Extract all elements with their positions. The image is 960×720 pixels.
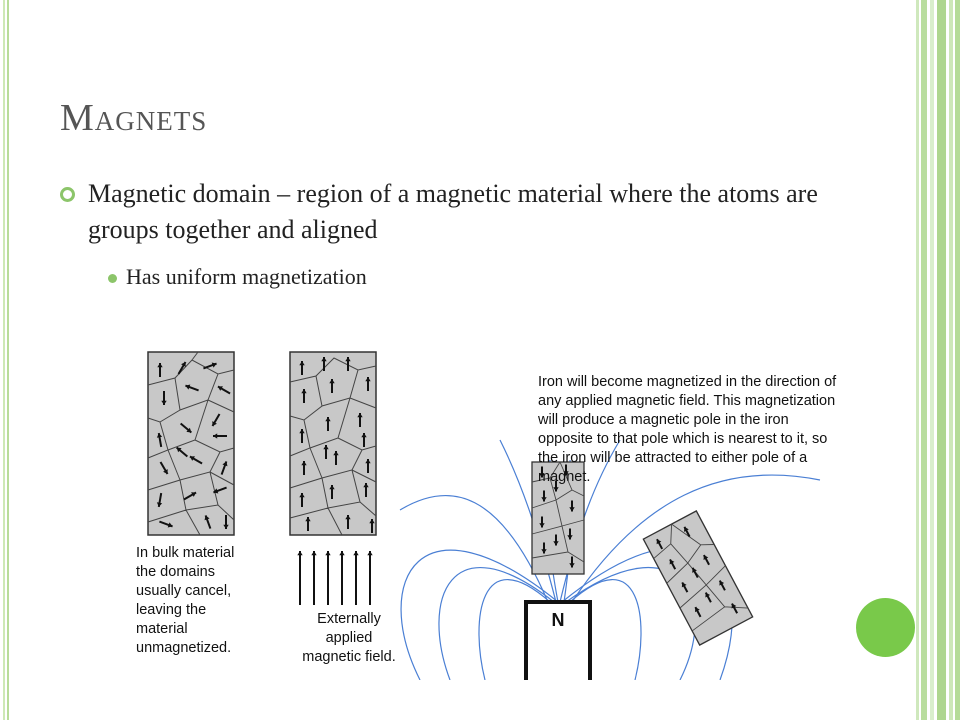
external-field-arrow-head xyxy=(353,551,358,555)
bulk-domain-block xyxy=(148,352,234,535)
ring-bullet-icon xyxy=(60,187,75,202)
magnet-north-label: N xyxy=(551,610,565,630)
external-field-arrow-head xyxy=(325,551,330,555)
main-bullet-text: Magnetic domain – region of a magnetic material where the atoms are groups together and aligned xyxy=(88,179,818,244)
slide-title: Magnets xyxy=(60,97,208,139)
main-bullet xyxy=(60,176,850,248)
sub-bullet xyxy=(108,262,367,292)
iron-magnetization-caption: Iron will become magnetized in the direction of any applied magnetic field. This magnetization will produce a magnetic pole in the iron opposite to that pole which is nearest to it, so the iron will be attracted to either pole of a magnet. xyxy=(538,374,837,485)
decorative-green-circle xyxy=(856,598,915,657)
iron-piece-tilted xyxy=(643,511,752,645)
field-line xyxy=(400,495,548,602)
sub-bullet-text: Has uniform magnetization xyxy=(126,264,367,289)
bar-magnet xyxy=(526,602,590,680)
external-field-arrow-head xyxy=(367,551,372,555)
external-field-caption: Externally applied magnetic field. xyxy=(302,611,396,665)
right-border-frame xyxy=(916,0,960,720)
external-field-arrow-head xyxy=(297,551,302,555)
bulk-material-caption: In bulk material the domains usually cancel, leaving the material unmagnetized. xyxy=(136,545,235,656)
external-field-arrows xyxy=(297,551,372,605)
dot-bullet-icon xyxy=(108,274,117,283)
magnetic-domains-figure xyxy=(120,340,840,680)
external-field-arrow-head xyxy=(339,551,344,555)
left-border-frame xyxy=(0,0,9,720)
aligned-domain-block xyxy=(290,352,376,535)
external-field-arrow-head xyxy=(311,551,316,555)
